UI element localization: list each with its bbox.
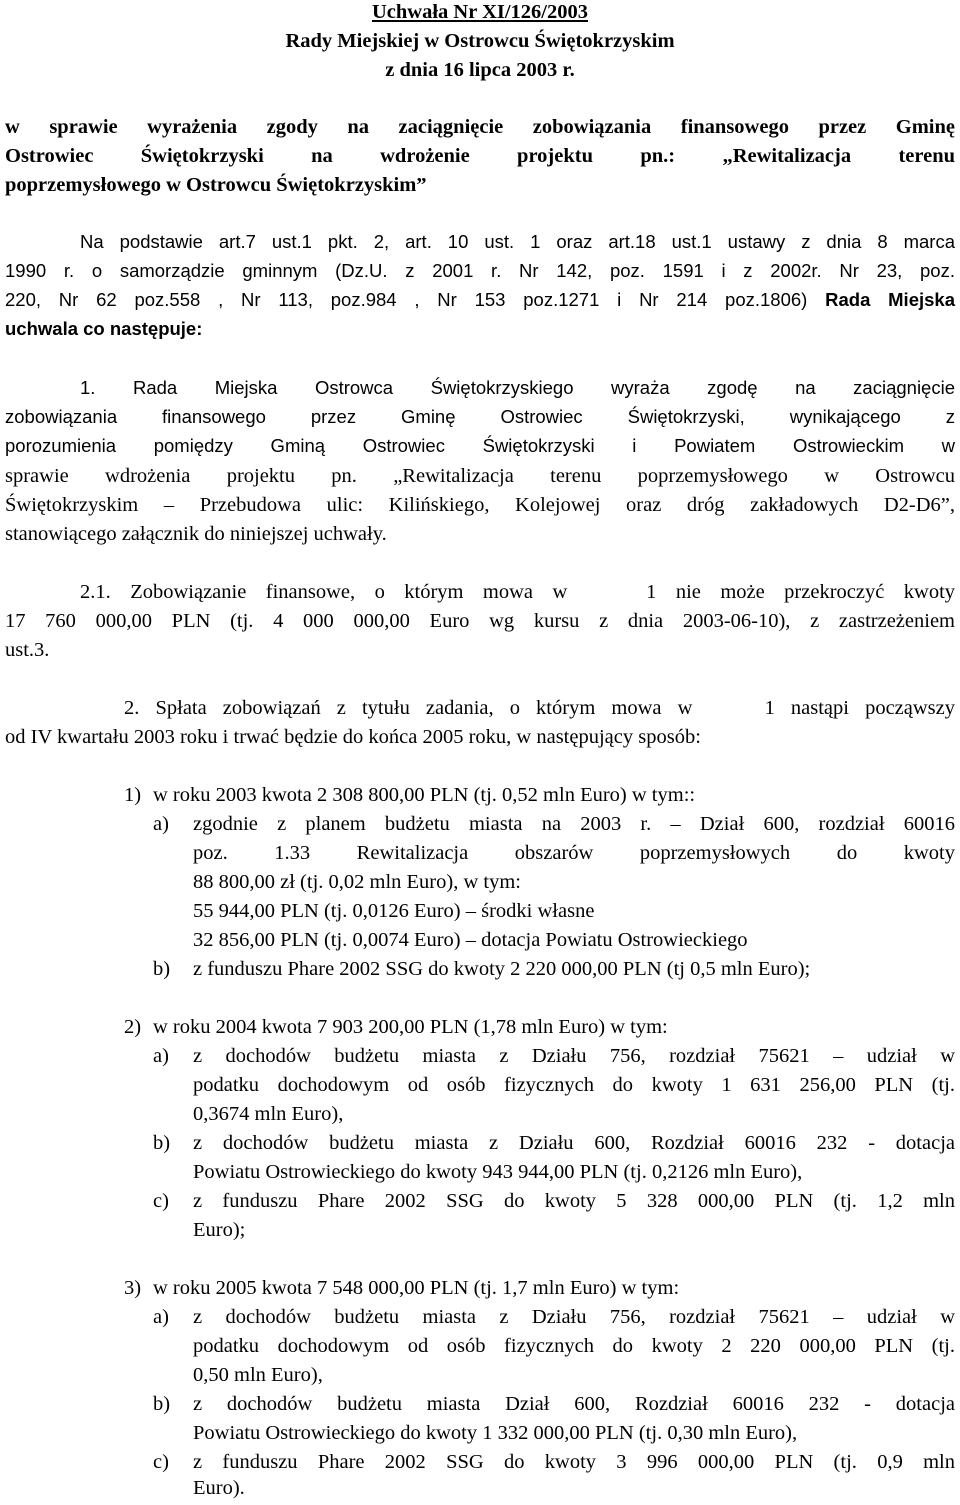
section-1-line: stanowiącego załącznik do niniejszej uchwały. — [5, 523, 387, 545]
item-line: 0,3674 mln Euro), — [193, 1103, 344, 1125]
section-2-2-number: 2. — [124, 697, 140, 719]
section-1-line: porozumienia pomiędzy Gminą Ostrowiec Świętokrzyski i Powiatem Ostrowieckim w — [5, 435, 955, 456]
item-line: 0,50 mln Euro), — [193, 1364, 323, 1386]
item-line: Euro); — [193, 1219, 246, 1241]
item-label: c) — [153, 1451, 169, 1473]
preamble-line: 1990 r. o samorządzie gminnym (Dz.U. z 2001 r. Nr 142, poz. 1591 i z 2002r. Nr 23, poz. — [5, 260, 955, 281]
council-name: Rady Miejskiej w Ostrowcu Świętokrzyskim — [285, 30, 675, 52]
preamble-line — [5, 291, 955, 310]
year-label: 3) — [124, 1277, 142, 1299]
section-2-1-first-line: 2.1. Zobowiązanie finansowe, o którym mowa w 1 nie może przekroczyć kwoty — [80, 581, 956, 603]
item-line: 88 800,00 zł (tj. 0,02 mln Euro), w tym: — [193, 871, 521, 893]
item-line: z funduszu Phare 2002 SSG do kwoty 3 996 000,00 PLN (tj. 0,9 mln — [193, 1451, 955, 1473]
item-line: 32 856,00 PLN (tj. 0,0074 Euro) – dotacja Powiatu Ostrowieckiego — [193, 929, 748, 951]
item-label: c) — [153, 1190, 169, 1212]
item-line: podatku dochodowym od osób fizycznych do kwoty 2 220 000,00 PLN (tj. — [193, 1335, 955, 1357]
section-1-line: sprawie wdrożenia projektu pn. „Rewitalizacja terenu poprzemysłowego w Ostrowcu — [5, 465, 955, 487]
item-label: a) — [153, 813, 169, 835]
section-1-line: zobowiązania finansowego przez Gminę Ostrowiec Świętokrzyski, wynikającego z — [5, 406, 955, 427]
subject-line: w sprawie wyrażenia zgody na zaciągnięcie zobowiązania finansowego przez Gminę — [5, 116, 955, 138]
resolution-date: z dnia 16 lipca 2003 r. — [385, 59, 575, 81]
item-label: a) — [153, 1306, 169, 1328]
item-label: b) — [153, 1132, 171, 1154]
item-line: poz. 1.33 Rewitalizacja obszarów poprzemysłowych do kwoty — [193, 842, 955, 864]
section-2-1-line: 17 760 000,00 PLN (tj. 4 000 000,00 Euro wg kursu z dnia 2003-06-10), z zastrzeżeniem — [5, 610, 955, 632]
section-1-first-line: 1. Rada Miejska Ostrowca Świętokrzyskiego wyraża zgodę na zaciągnięcie — [80, 377, 955, 398]
subject-line: poprzemysłowego w Ostrowcu Świętokrzyskim” — [5, 174, 427, 196]
section-2-2-line: od IV kwartału 2003 roku i trwać będzie do końca 2005 roku, w następujący sposób: — [5, 726, 701, 748]
resolution-title: Uchwała Nr XI/126/2003 — [371, 1, 588, 23]
section-1-symbol: 1. — [80, 377, 96, 398]
year-heading: w roku 2005 kwota 7 548 000,00 PLN (tj. 1,7 mln Euro) w tym: — [153, 1277, 680, 1299]
year-heading: w roku 2004 kwota 7 903 200,00 PLN (1,78 mln Euro) w tym: — [153, 1016, 668, 1038]
section-2-1-line: ust.3. — [5, 639, 50, 661]
year-label: 1) — [124, 784, 142, 806]
item-label: a) — [153, 1045, 169, 1067]
section-2-2-first-line: 2. Spłata zobowiązań z tytułu zadania, o którym mowa w 1 nastąpi począwszy — [124, 697, 955, 719]
item-line: z dochodów budżetu miasta z Działu 756, rozdział 75621 – udział w — [193, 1045, 955, 1067]
section-2-1-number: 2.1. — [80, 581, 111, 603]
item-label: b) — [153, 958, 171, 980]
year-heading: w roku 2003 kwota 2 308 800,00 PLN (tj. 0,52 mln Euro) w tym:: — [153, 784, 696, 806]
preamble-citation: 220, Nr 62 poz.558 , Nr 113, poz.984 , Nr 153 poz.1271 i Nr 214 poz.1806) — [5, 289, 808, 310]
item-line: 55 944,00 PLN (tj. 0,0126 Euro) – środki własne — [193, 900, 595, 922]
preamble-line: Na podstawie art.7 ust.1 pkt. 2, art. 10 ust. 1 oraz art.18 ust.1 ustawy z dnia 8 marca — [80, 231, 955, 252]
section-1-line: Świętokrzyskim – Przebudowa ulic: Kilińskiego, Kolejowej oraz dróg zakładowych D2-D6”, — [5, 494, 955, 516]
item-label: b) — [153, 1393, 171, 1415]
subject-line: Ostrowiec Świętokrzyski na wdrożenie projektu pn.: „Rewitalizacja terenu — [5, 145, 955, 167]
item-line: z funduszu Phare 2002 SSG do kwoty 5 328 000,00 PLN (tj. 1,2 mln — [193, 1190, 955, 1212]
item-line: z dochodów budżetu miasta z Działu 600, Rozdział 60016 232 - dotacja — [193, 1132, 955, 1154]
council-phrase: Rada Miejska — [825, 289, 955, 310]
item-line: Powiatu Ostrowieckiego do kwoty 943 944,00 PLN (tj. 0,2126 mln Euro), — [193, 1161, 803, 1183]
year-label: 2) — [124, 1016, 142, 1038]
item-line: Powiatu Ostrowieckiego do kwoty 1 332 000,00 PLN (tj. 0,30 mln Euro), — [193, 1422, 798, 1444]
item-line: z dochodów budżetu miasta Dział 600, Rozdział 60016 232 - dotacja — [193, 1393, 955, 1415]
decision-intro: uchwala co następuje: — [5, 318, 203, 339]
item-line: podatku dochodowym od osób fizycznych do kwoty 1 631 256,00 PLN (tj. — [193, 1074, 955, 1096]
item-line: zgodnie z planem budżetu miasta na 2003 r. – Dział 600, rozdział 60016 — [193, 813, 955, 835]
item-line: z dochodów budżetu miasta z Działu 756, rozdział 75621 – udział w — [193, 1306, 955, 1328]
item-line: Euro). — [193, 1477, 245, 1499]
item-line: z funduszu Phare 2002 SSG do kwoty 2 220 000,00 PLN (tj 0,5 mln Euro); — [193, 958, 811, 980]
